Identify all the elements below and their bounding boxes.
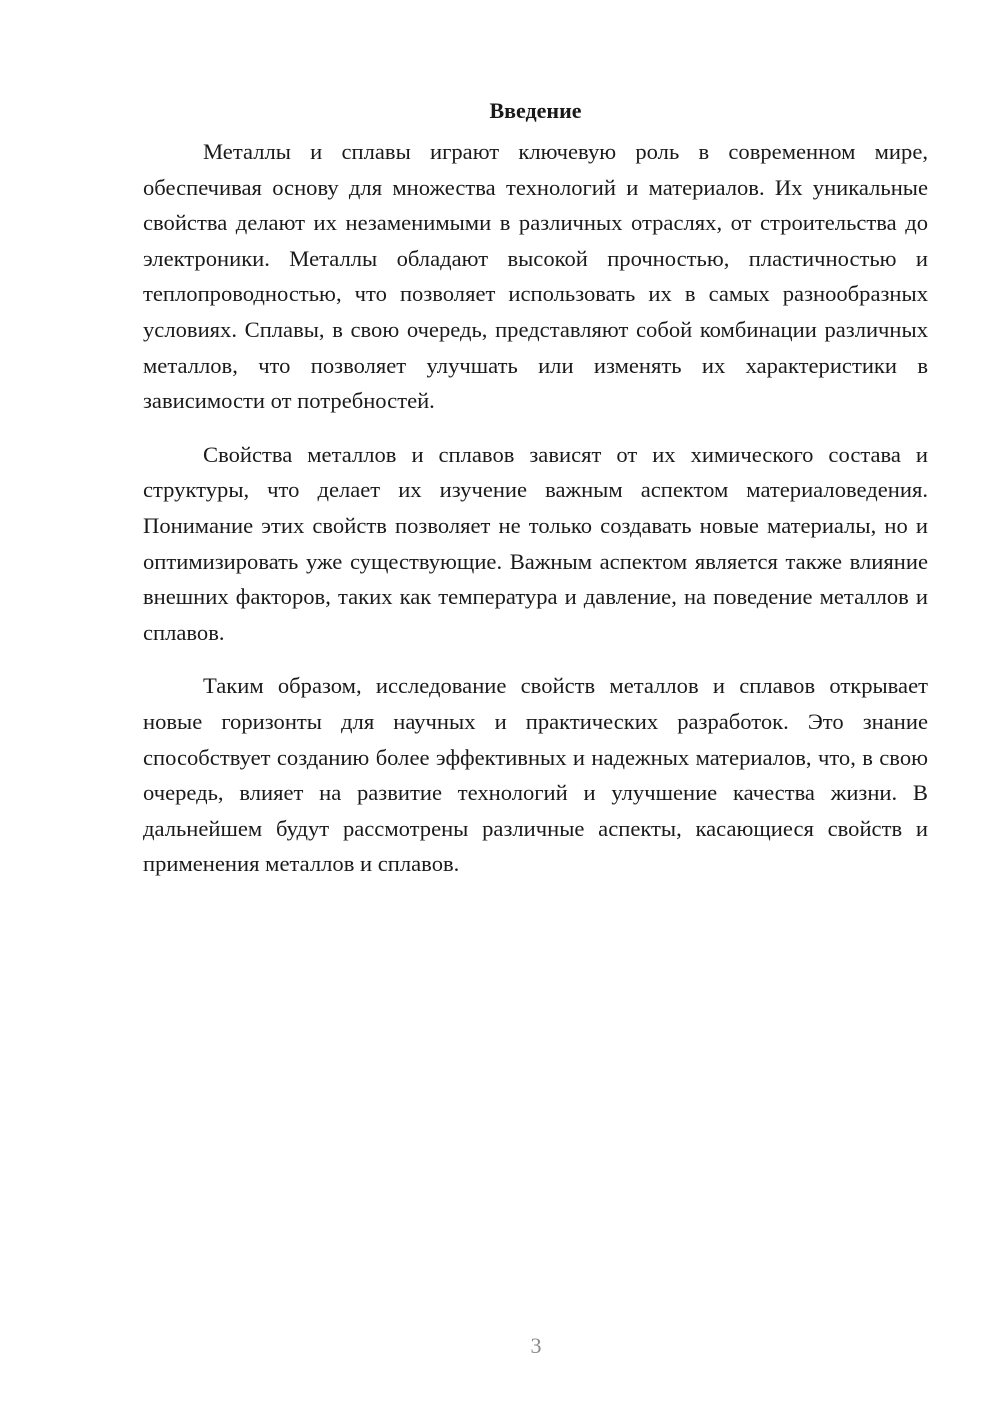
section-heading: Введение: [489, 98, 582, 123]
page-content: [143, 94, 928, 882]
paragraph-3: Таким образом, исследование свойств металлов и сплавов открывает новые горизонты для научных и практических разработок. Это знание способствует созданию более эффективных и надежных материалов, что, в свою очередь, влияет на развитие технологий и улучшение качества жизни. В дальнейшем будут рассмотрены различные аспекты, касающиеся свойств и применения металлов и сплавов.: [143, 673, 928, 877]
paragraph-2: Свойства металлов и сплавов зависят от их химического состава и структуры, что делает их изучение важным аспектом материаловедения. Понимание этих свойств позволяет не только создавать новые материалы, но и оптимизировать уже существующие. Важным аспектом является также влияние внешних факторов, таких как температура и давление, на поведение металлов и сплавов.: [143, 441, 928, 645]
paragraph-1: Металлы и сплавы играют ключевую роль в современном мире, обеспечивая основу для множества технологий и материалов. Их уникальные свойства делают их незаменимыми в различных отраслях, от строительства до электроники. Металлы обладают высокой прочностью, пластичностью и теплопроводностью, что позволяет использовать их в самых разнообразных условиях. Сплавы, в свою очередь, представляют собой комбинации различных металлов, что позволяет улучшать или изменять их характеристики в зависимости от потребностей.: [143, 139, 928, 414]
page-number: 3: [530, 1333, 542, 1358]
